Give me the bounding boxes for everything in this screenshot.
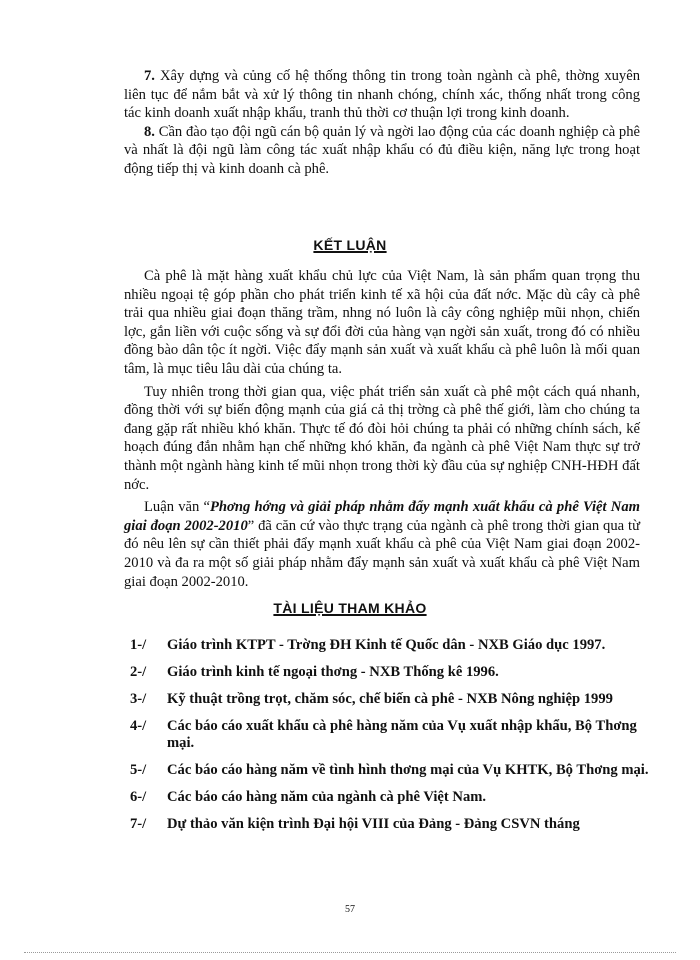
footer-divider [24, 952, 676, 953]
reference-item [130, 816, 650, 833]
final-prefix: Luận văn “ [144, 499, 211, 516]
conclusion-body [124, 267, 640, 591]
reference-item [130, 789, 650, 806]
reference-text: Các báo cáo hàng năm của ngành cà phê Việt Nam. [167, 789, 487, 805]
reference-number: 4-/ [130, 718, 147, 734]
conclusion-paragraph: Cà phê là mặt hàng xuất khẩu chủ lực của Việt Nam, là sản phẩm quan trọng thu nhiều ngoại tệ góp phần cho phát triển kinh tế xã hội của đất nớc. Mặc dù cây cà phê trải qua nhiều giai đoạn thăng trầm, nhng nó luôn là cây công nghiệp mũi nhọn, chiến lợc, gắn liền với cuộc sống và sự đổi đời của hàng vạn ngời sản xuất, trong đó có nhiều đồng bào dân tộc ít ngời. Việc đẩy mạnh sản xuất và xuất khẩu cà phê luôn là mối quan tâm, là mục tiêu lâu dài của chúng ta. [124, 268, 640, 377]
reference-text: Giáo trình KTPT - Trờng ĐH Kinh tế Quốc dân - NXB Giáo dục 1997. [167, 637, 606, 653]
reference-item [130, 718, 650, 752]
item-number: 7. [144, 68, 155, 84]
thesis-title: Phơng hớng và giải pháp nhằm đẩy mạnh xuất khẩu cà phê Việt Nam giai đoạn 2002-2010 [124, 499, 640, 534]
reference-number: 6-/ [130, 789, 147, 805]
reference-text: Các báo cáo xuất khẩu cà phê hàng năm của Vụ xuất nhập khẩu, Bộ Thơng mại. [167, 718, 637, 751]
page-number: 57 [345, 904, 355, 915]
item-text: Xây dựng và củng cố hệ thống thông tin trong toàn ngành cà phê, thờng xuyên liên tục để nắm bắt và xử lý thông tin nhanh chóng, chính xác, thống nhất trong công tác kinh doanh xuất nhập khẩu, tranh thủ thời cơ thuận lợi trong kinh doanh. [124, 68, 640, 122]
final-suffix: ” đã căn cứ vào thực trạng của ngành cà phê trong thời gian qua từ đó nêu lên sự cần thiết phải đẩy mạnh xuất khẩu cà phê của Việt Nam giai đoạn 2002-2010 và đa ra một số giải pháp nhằm đẩy mạnh sản xuất và xuất khẩu cà phê Việt Nam giai đoạn 2002-2010. [124, 517, 640, 590]
reference-item [130, 762, 650, 779]
references-heading: TÀI LIỆU THAM KHẢO [273, 600, 427, 616]
top-items [124, 67, 640, 179]
reference-text: Các báo cáo hàng năm về tình hình thơng mại của Vụ KHTK, Bộ Thơng mại. [167, 762, 649, 778]
reference-number: 3-/ [130, 691, 147, 707]
reference-item [130, 637, 650, 654]
reference-number: 5-/ [130, 762, 147, 778]
item-number: 8. [144, 123, 155, 140]
reference-number: 2-/ [130, 664, 147, 680]
reference-list [130, 637, 650, 833]
item-7 [124, 67, 640, 123]
reference-text: Dự thảo văn kiện trình Đại hội VIII của Đảng - Đảng CSVN tháng [167, 816, 580, 832]
conclusion-paragraph: Tuy nhiên trong thời gian qua, việc phát triển sản xuất cà phê một cách quá nhanh, đồng thời với sự biến động mạnh của giá cả thị trờng cà phê thế giới, làm cho chúng ta đang gặp rất nhiều khó khăn. Thực tế đó đòi hỏi chúng ta phải có những chính sách, kế hoạch đúng đắn nhằm hạn chế những khó khăn, đa ngành cà phê Việt Nam thực sự trở thành một ngành hàng kinh tế mũi nhọn trong thời kỳ đầu của sự nghiệp CNH-HĐH đất nớc. [124, 383, 640, 493]
item-text: Cần đào tạo đội ngũ cán bộ quản lý và ngời lao động của các doanh nghiệp cà phê và nhất là đội ngũ làm công tác xuất nhập khẩu có đủ điều kiện, năng lực trong hoạt động tiếp thị và kinh doanh cà phê. [124, 123, 640, 177]
reference-number: 7-/ [130, 816, 147, 832]
reference-text: Giáo trình kinh tế ngoại thơng - NXB Thống kê 1996. [167, 664, 499, 680]
item-8 [124, 123, 640, 179]
conclusion-final-paragraph [124, 498, 640, 591]
reference-number: 1-/ [130, 637, 147, 653]
reference-text: Kỹ thuật trồng trọt, chăm sóc, chế biến cà phê - NXB Nông nghiệp 1999 [167, 691, 613, 707]
reference-item [130, 664, 650, 681]
reference-item [130, 691, 650, 708]
conclusion-heading: KẾT LUẬN [313, 237, 387, 253]
